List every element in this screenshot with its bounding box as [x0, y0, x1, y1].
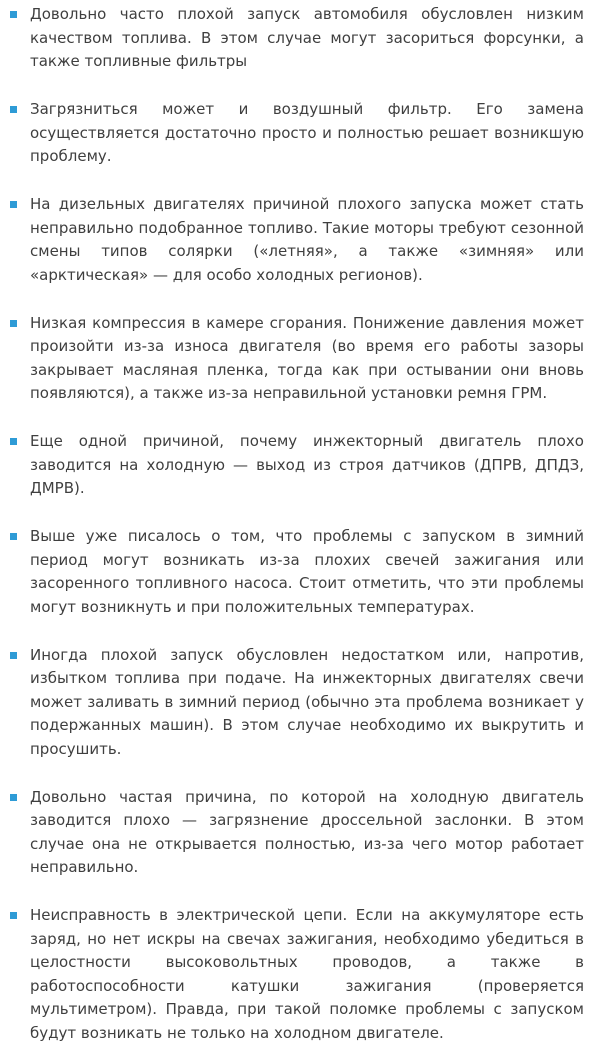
list-item — [8, 98, 584, 169]
list-item — [8, 644, 584, 762]
square-bullet-icon — [10, 106, 17, 113]
list-item-text: Еще одной причиной, почему инжекторный двигатель плохо заводится на холодную — выход из строя датчиков (ДПРВ, ДПДЗ, ДМРВ). — [30, 432, 584, 497]
list-item — [8, 904, 584, 1045]
list-item-text: Выше уже писалось о том, что проблемы с запуском в зимний период могут возникать из-за плохих свечей зажигания или засоренного топливного насоса. Стоит отметить, что эти проблемы могут возникнуть и при положительных температурах. — [30, 527, 584, 616]
square-bullet-icon — [10, 794, 17, 801]
list-item-text: Загрязниться может и воздушный фильтр. Его замена осуществляется достаточно просто и полностью решает возникшую проблему. — [30, 100, 584, 165]
square-bullet-icon — [10, 11, 17, 18]
list-item — [8, 525, 584, 619]
square-bullet-icon — [10, 438, 17, 445]
list-item-text: Довольно часто плохой запуск автомобиля обусловлен низким качеством топлива. В этом случае могут засориться форсунки, а также топливные фильтры — [30, 5, 584, 70]
list-item-text: Неисправность в электрической цепи. Если на аккумуляторе есть заряд, но нет искры на свечах зажигания, необходимо убедиться в целостности высоковольтных проводов, а также в работоспособности катушки зажигания (проверяется мультиметром). Правда, при такой поломке проблемы с запуском будут возникать не только на холодном двигателе. — [30, 906, 584, 1042]
list-item-text: Иногда плохой запуск обусловлен недостатком или, напротив, избытком топлива при подаче. На инжекторных двигателях свечи может заливать в зимний период (обычно эта проблема возникает у подержанных машин). В этом случае необходимо их выкрутить и просушить. — [30, 645, 584, 758]
list-item — [8, 3, 584, 74]
list-item — [8, 786, 584, 880]
list-item-text: Довольно частая причина, по которой на холодную двигатель заводится плохо — загрязнение дроссельной заслонки. В этом случае она не открывается полностью, из-за чего мотор работает неправильно. — [30, 787, 584, 876]
square-bullet-icon — [10, 912, 17, 919]
square-bullet-icon — [10, 533, 17, 540]
square-bullet-icon — [10, 201, 17, 208]
list-item — [8, 312, 584, 406]
square-bullet-icon — [10, 320, 17, 327]
list-item — [8, 430, 584, 501]
square-bullet-icon — [10, 652, 17, 659]
list-item — [8, 193, 584, 287]
list-item-text: На дизельных двигателях причиной плохого запуска может стать неправильно подобранное топливо. Такие моторы требуют сезонной смены типов солярки («летняя», а также «зимняя» или «арктическая» — для особо холодных регионов). — [30, 195, 584, 284]
list-item-text: Низкая компрессия в камере сгорания. Понижение давления может произойти из-за износа двигателя (во время его работы зазоры закрывает масляная пленка, тогда как при остывании они вновь появляются), а также из-за неправильной установки ремня ГРМ. — [30, 313, 584, 402]
